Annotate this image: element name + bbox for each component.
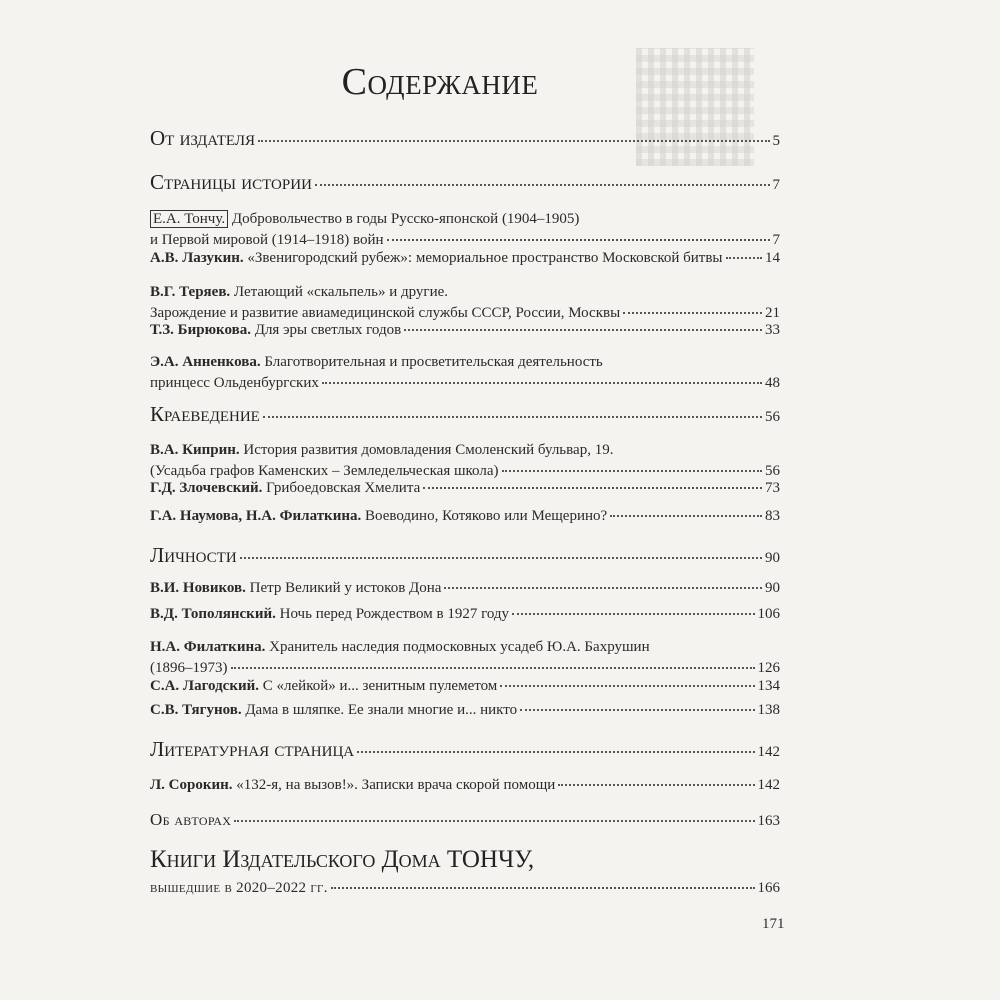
toc-article-tonchu[interactable] bbox=[150, 209, 780, 251]
toc-article-annenkova[interactable] bbox=[150, 352, 780, 394]
article-title: Для эры светлых годов bbox=[254, 322, 402, 338]
article-title-cont: и Первой мировой (1914–1918) войн bbox=[150, 232, 384, 248]
article-author: Л. Сорокин. bbox=[150, 777, 233, 793]
article-title-cont: (Усадьба графов Каменских – Земледельческая школа) bbox=[150, 463, 499, 479]
page-ref: 73 bbox=[765, 480, 780, 496]
page-number: 171 bbox=[762, 916, 785, 932]
page-ref: 163 bbox=[757, 813, 780, 829]
article-author: Е.А. Тончу. bbox=[150, 210, 228, 228]
page-ref: 83 bbox=[765, 508, 780, 524]
leader-dots bbox=[322, 381, 762, 384]
leader-dots bbox=[231, 666, 755, 669]
leader-dots bbox=[500, 684, 754, 687]
toc-article-kiprin[interactable] bbox=[150, 440, 780, 482]
section-title: Книги Издательского Дома ТОНЧУ, bbox=[150, 846, 535, 873]
article-title-cont: Зарождение и развитие авиамедицинской службы СССР, России, Москвы bbox=[150, 305, 621, 321]
leader-dots bbox=[444, 586, 762, 589]
article-title: «132-я, на вызов!». Записки врача скорой помощи bbox=[236, 777, 556, 793]
article-author: С.В. Тягунов. bbox=[150, 702, 242, 718]
toc-section-local-history[interactable] bbox=[150, 402, 780, 427]
article-title: Дама в шляпке. Ее знали многие и... никто bbox=[245, 702, 518, 718]
leader-dots bbox=[234, 819, 754, 822]
toc-section-personalities[interactable] bbox=[150, 543, 780, 568]
article-author: В.А. Киприн. bbox=[150, 442, 240, 458]
article-author: Г.Д. Злочевский. bbox=[150, 480, 263, 496]
page-ref: 142 bbox=[757, 744, 780, 760]
toc-article-biryukova[interactable] bbox=[150, 320, 780, 341]
toc-article-topolyansky[interactable] bbox=[150, 604, 780, 625]
article-title: Петр Великий у истоков Дона bbox=[249, 580, 442, 596]
article-author: Т.З. Бирюкова. bbox=[150, 322, 251, 338]
page-ref: 166 bbox=[757, 880, 780, 896]
leader-dots bbox=[315, 183, 770, 186]
article-title: Ночь перед Рождеством в 1927 году bbox=[279, 606, 510, 622]
article-author: Г.А. Наумова, Н.А. Филаткина. bbox=[150, 508, 362, 524]
page-ref: 5 bbox=[772, 133, 780, 149]
page-ref: 106 bbox=[757, 606, 780, 622]
toc-article-naumova-filatkina[interactable] bbox=[150, 506, 780, 527]
article-title: Добровольчество в годы Русско-японской (1904–1905) bbox=[231, 211, 580, 227]
section-title: Личности bbox=[150, 543, 237, 567]
leader-dots bbox=[558, 783, 754, 786]
leader-dots bbox=[357, 750, 754, 753]
article-title: Благотворительная и просветительская деятельность bbox=[264, 354, 603, 370]
toc-article-tyagunov[interactable] bbox=[150, 700, 780, 721]
leader-dots bbox=[423, 486, 762, 489]
toc-section-from-publisher[interactable] bbox=[150, 126, 780, 151]
leader-dots bbox=[263, 415, 762, 418]
toc-article-novikov[interactable] bbox=[150, 578, 780, 599]
page-ref: 7 bbox=[772, 232, 780, 248]
toc-section-about-authors[interactable] bbox=[150, 810, 780, 830]
page-ref: 7 bbox=[772, 177, 780, 193]
toc-section-literary-page[interactable] bbox=[150, 737, 780, 762]
section-title: Литературная страница bbox=[150, 737, 355, 761]
leader-dots bbox=[502, 469, 762, 472]
article-title: Воеводино, Котяково или Мещерино? bbox=[365, 508, 608, 524]
article-title: Хранитель наследия подмосковных усадеб Ю.А. Бахрушин bbox=[269, 639, 650, 655]
article-title: С «лейкой» и... зенитным пулеметом bbox=[262, 678, 498, 694]
leader-dots bbox=[726, 256, 762, 259]
toc-article-zlochevsky[interactable] bbox=[150, 478, 780, 499]
section-title-cont: вышедшие в 2020–2022 гг. bbox=[150, 880, 328, 896]
page-ref: 142 bbox=[757, 777, 780, 793]
page-ref: 56 bbox=[765, 463, 780, 479]
page-ref: 90 bbox=[765, 550, 780, 566]
section-title: Об авторах bbox=[150, 810, 232, 829]
article-title-cont: (1896–1973) bbox=[150, 660, 228, 676]
leader-dots bbox=[520, 708, 754, 711]
toc-section-books-tonchu[interactable] bbox=[150, 846, 780, 897]
article-title: Грибоедовская Хмелита bbox=[266, 480, 421, 496]
page-ref: 90 bbox=[765, 580, 780, 596]
leader-dots bbox=[623, 311, 762, 314]
toc-article-sorokin[interactable] bbox=[150, 775, 780, 796]
page-ref: 138 bbox=[757, 702, 780, 718]
toc-section-history-pages[interactable] bbox=[150, 170, 780, 195]
article-author: В.Д. Тополянский. bbox=[150, 606, 276, 622]
page-ref: 48 bbox=[765, 375, 780, 391]
leader-dots bbox=[512, 612, 754, 615]
article-author: В.И. Новиков. bbox=[150, 580, 246, 596]
article-author: А.В. Лазукин. bbox=[150, 250, 244, 266]
page-ref: 21 bbox=[765, 305, 780, 321]
section-title: Краеведение bbox=[150, 402, 260, 426]
toc-article-filatkina[interactable] bbox=[150, 637, 780, 679]
section-title: Страницы истории bbox=[150, 170, 312, 194]
page-ref: 56 bbox=[765, 409, 780, 425]
toc-article-lagodsky[interactable] bbox=[150, 676, 780, 697]
article-author: Н.А. Филаткина. bbox=[150, 639, 266, 655]
article-author: Э.А. Анненкова. bbox=[150, 354, 261, 370]
page-title: Содержание bbox=[341, 61, 539, 103]
leader-dots bbox=[610, 514, 762, 517]
toc-article-lazukin[interactable] bbox=[150, 248, 780, 269]
leader-dots bbox=[404, 328, 762, 331]
page-ref: 126 bbox=[757, 660, 780, 676]
leader-dots bbox=[258, 139, 769, 142]
toc-article-teryaev[interactable] bbox=[150, 282, 780, 324]
article-author: С.А. Лагодский. bbox=[150, 678, 260, 694]
page-ref: 33 bbox=[765, 322, 780, 338]
page-ref: 134 bbox=[757, 678, 780, 694]
leader-dots bbox=[387, 238, 770, 241]
article-title: Летающий «скальпель» и другие. bbox=[233, 284, 449, 300]
article-title-cont: принцесс Ольденбургских bbox=[150, 375, 319, 391]
page-ref: 14 bbox=[765, 250, 780, 266]
article-title: История развития домовладения Смоленский бульвар, 19. bbox=[243, 442, 614, 458]
article-title: «Звенигородский рубеж»: мемориальное пространство Московской битвы bbox=[247, 250, 723, 266]
leader-dots bbox=[240, 556, 762, 559]
article-author: В.Г. Теряев. bbox=[150, 284, 231, 300]
leader-dots bbox=[331, 886, 755, 889]
section-title: От издателя bbox=[150, 126, 256, 150]
